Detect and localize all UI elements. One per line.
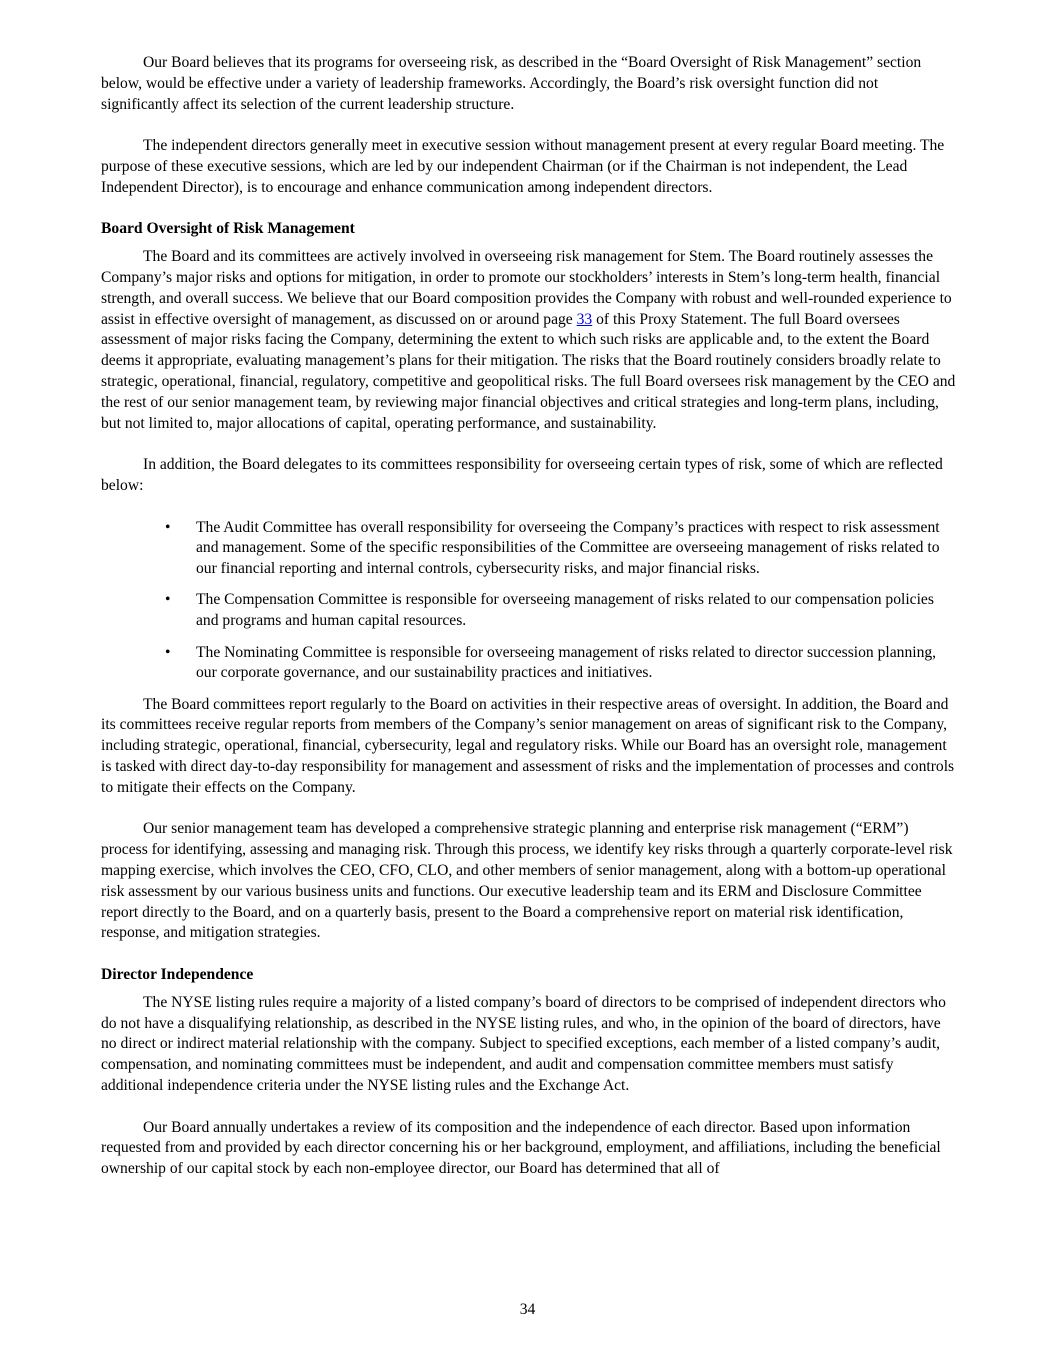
paragraph-erm-process: Our senior management team has developed a comprehensive strategic planning and enterprise risk management (“ERM”) process for identifying, assessing and managing risk. Through this process, we identify key risks through a quarterly corporate-level risk mapping exercise, which involves the CEO, CFO, CLO, and other members of senior management, along with a bottom-up operational risk assessment by our various business units and functions. Our executive leadership team and its ERM and Disclosure Committee report directly to the Board, and on a quarterly basis, present to the Board a comprehensive report on material risk identification, response, and mitigation strategies. bbox=[101, 820, 953, 942]
paragraph-committee-reports: The Board committees report regularly to the Board on activities in their respective areas of oversight. In addition, the Board and its committees receive regular reports from members of the Company’s senior management on areas of significant risk to the Company, including strategic, operational, financial, cybersecurity, legal and regulatory risks. While our Board has an oversight role, management is tasked with direct day-to-day responsibility for management and assessment of risks and the implementation of processes and controls to mitigate their effects on the Company. bbox=[101, 695, 955, 796]
bullet-icon: • bbox=[165, 591, 171, 609]
list-item-text: The Compensation Committee is responsible for overseeing management of risks related to our compensation policies and programs and human capital resources. bbox=[196, 591, 934, 630]
paragraph-annual-review: Our Board annually undertakes a review of its composition and the independence of each director. Based upon information requested from and provided by each director concerning his or her background, employment, and affiliations, including the beneficial ownership of our capital stock by each non-employee director, our Board has determined that all of bbox=[101, 1118, 941, 1178]
section-heading-director-independence: Director Independence bbox=[101, 965, 254, 983]
list-item-text: The Audit Committee has overall responsibility for overseeing the Company’s practices with respect to risk assessment and management. Some of the specific responsibilities of the Committee are overseeing management of risks related to our financial reporting and internal controls, cybersecurity risks, and major financial risks. bbox=[196, 518, 940, 578]
list-item-audit-committee bbox=[101, 518, 957, 580]
paragraph-committee-delegation: In addition, the Board delegates to its committees responsibility for overseeing certain types of risk, some of which are reflected below: bbox=[101, 456, 943, 494]
list-item-text: The Nominating Committee is responsible for overseeing management of risks related to director succession planning, our corporate governance, and our sustainability practices and initiatives. bbox=[196, 643, 937, 682]
committee-bullet-list bbox=[101, 518, 957, 685]
page-number: 34 bbox=[519, 1301, 536, 1318]
page-reference-link[interactable]: 33 bbox=[576, 310, 593, 328]
paragraph-text-after-link: of this Proxy Statement. The full Board oversees assessment of major risks facing the Company, determining the extent to which such risks are applicable and, to the extent the Board deems it appropriate, evaluating management’s plans for their mitigation. The risks that the Board routinely considers broadly relate to strategic, operational, financial, regulatory, competitive and geopolitical risks. The full Board oversees risk management by the CEO and the rest of our senior management team, by reviewing major financial objectives and critical strategies and long-term plans, including, but not limited to, major allocations of capital, operating performance, and sustainability. bbox=[101, 310, 956, 432]
list-item-compensation-committee bbox=[101, 590, 957, 632]
bullet-icon: • bbox=[165, 518, 171, 536]
document-page bbox=[101, 53, 957, 1180]
paragraph-nyse-listing-rules: The NYSE listing rules require a majority of a listed company’s board of directors to be comprised of independent directors who do not have a disqualifying relationship, as described in the NYSE listing rules, and who, in the opinion of the board of directors, have no direct or indirect material relationship with the company. Subject to specified exceptions, each member of a listed company’s audit, compensation, and nominating committees must be independent, and audit and compensation committee members must satisfy additional independence criteria under the NYSE listing rules and the Exchange Act. bbox=[101, 993, 946, 1094]
paragraph-risk-oversight bbox=[101, 247, 957, 434]
paragraph-executive-sessions: The independent directors generally meet in executive session without management present at every regular Board meeting. The purpose of these executive sessions, which are led by our independent Chairman (or if the Chairman is not independent, the Lead Independent Director), is to encourage and enhance communication among independent directors. bbox=[101, 137, 945, 196]
paragraph-text-before-link: The Board and its committees are actively involved in overseeing risk management for Stem. The Board routinely assesses the Company’s major risks and options for mitigation, in order to promote our stockholders’ interests in Stem’s long-term health, financial strength, and overall success. We believe that our Board composition provides the Company with robust and well-rounded experience to assist in effective oversight of management, as discussed on or around page bbox=[101, 248, 952, 328]
section-director-independence bbox=[101, 965, 957, 1180]
list-item-nominating-committee bbox=[101, 643, 957, 685]
section-board-oversight-risk bbox=[101, 219, 957, 944]
paragraph-leadership-frameworks: Our Board believes that its programs for overseeing risk, as described in the “Board Oversight of Risk Management” section below, would be effective under a variety of leadership frameworks. Accordingly, the Board’s risk oversight function did not significantly affect its selection of the current leadership structure. bbox=[101, 54, 922, 113]
section-heading-risk-management: Board Oversight of Risk Management bbox=[101, 220, 355, 238]
bullet-icon: • bbox=[165, 643, 171, 661]
